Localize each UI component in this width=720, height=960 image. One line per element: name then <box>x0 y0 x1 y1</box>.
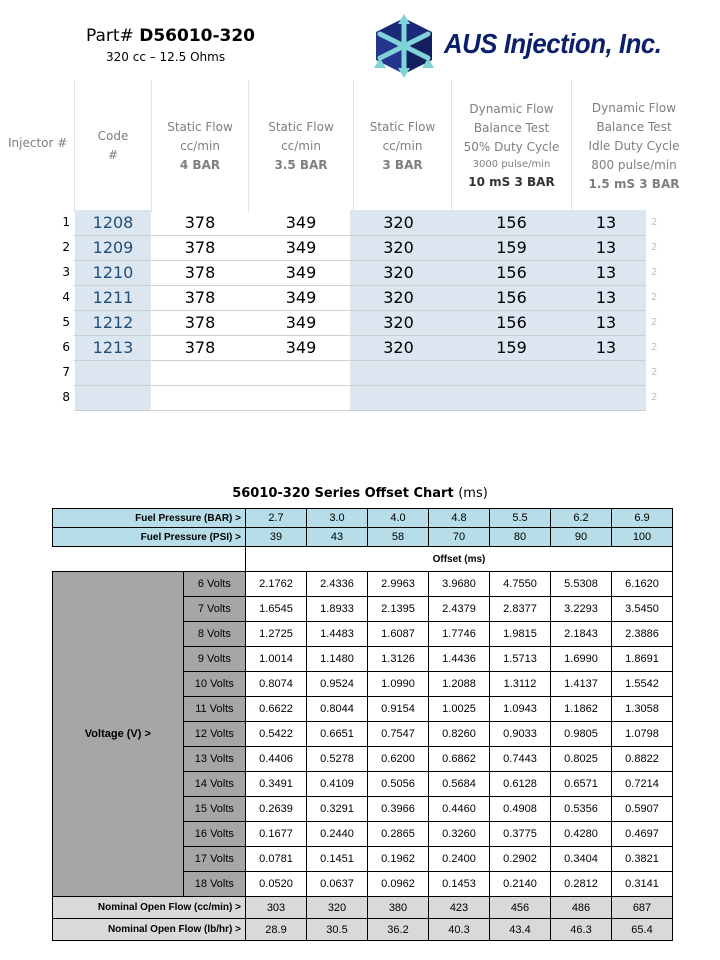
offset-value: 0.5356 <box>551 797 612 822</box>
offset-value: 0.0520 <box>246 872 307 897</box>
voltage-label: 9 Volts <box>183 647 245 672</box>
voltage-label: 10 Volts <box>183 672 245 697</box>
injector-cell-f4 <box>152 360 248 385</box>
injector-cell-idle: 13 <box>595 263 617 282</box>
offset-value: 1.3126 <box>368 647 429 672</box>
header-dynamic-flow-50: Dynamic Flow Balance Test 50% Duty Cycle 3000 pulse/min 10 mS 3 BAR <box>463 102 560 189</box>
voltage-label: 14 Volts <box>183 772 245 797</box>
offset-value: 0.9033 <box>490 722 551 747</box>
voltage-label: 7 Volts <box>183 597 245 622</box>
injector-cell-dyn: 156 <box>496 288 527 307</box>
offset-value: 3.2293 <box>551 597 612 622</box>
voltage-label: 16 Volts <box>183 822 245 847</box>
injector-row <box>56 385 646 410</box>
pressure-psi-row-value: 90 <box>551 528 612 547</box>
offset-value: 3.5450 <box>612 597 673 622</box>
row-tail-marker: 2 <box>651 242 658 253</box>
part-title <box>86 26 255 46</box>
offset-value: 0.1451 <box>307 847 368 872</box>
pressure-bar-row-value: 4.8 <box>429 509 490 528</box>
injector-cell-f4: 378 <box>184 238 216 257</box>
offset-value: 1.1480 <box>307 647 368 672</box>
pressure-psi-row-value: 43 <box>307 528 368 547</box>
offset-value: 0.3141 <box>612 872 673 897</box>
pressure-psi-row-label: Fuel Pressure (PSI) > <box>53 528 246 547</box>
offset-value: 6.1620 <box>612 572 673 597</box>
offset-value: 1.4483 <box>307 622 368 647</box>
injector-cell-code: 1212 <box>92 313 134 332</box>
offset-value: 0.8044 <box>307 697 368 722</box>
voltage-label: 13 Volts <box>183 747 245 772</box>
offset-value: 1.2725 <box>246 622 307 647</box>
offset-value: 0.7547 <box>368 722 429 747</box>
offset-value: 1.5542 <box>612 672 673 697</box>
injector-cell-f4 <box>152 385 248 410</box>
offset-value: 0.4908 <box>490 797 551 822</box>
pressure-psi-row-value: 80 <box>490 528 551 547</box>
company-logo-icon <box>370 14 438 78</box>
offset-value: 0.2440 <box>307 822 368 847</box>
injector-row <box>56 360 646 385</box>
injector-number: 6 <box>62 340 70 354</box>
offset-value: 0.4406 <box>246 747 307 772</box>
offset-value: 0.9154 <box>368 697 429 722</box>
offset-value: 1.0943 <box>490 697 551 722</box>
offset-value: 0.4460 <box>429 797 490 822</box>
header-code: Code # <box>97 129 129 162</box>
offset-value: 0.5422 <box>246 722 307 747</box>
injector-cell-f35: 349 <box>285 313 317 332</box>
offset-value: 0.5278 <box>307 747 368 772</box>
offset-value: 1.8933 <box>307 597 368 622</box>
injector-cell-idle: 13 <box>595 213 617 232</box>
injector-cell-code: 1210 <box>92 263 134 282</box>
offset-value: 0.2902 <box>490 847 551 872</box>
offset-value: 1.6545 <box>246 597 307 622</box>
offset-value: 0.3404 <box>551 847 612 872</box>
injector-cell-f35: 349 <box>285 263 317 282</box>
offset-value: 5.5308 <box>551 572 612 597</box>
offset-value: 0.8822 <box>612 747 673 772</box>
injector-cell-f4: 378 <box>184 263 216 282</box>
offset-value: 0.8260 <box>429 722 490 747</box>
injector-row <box>56 335 646 360</box>
injector-cell-code <box>75 360 151 385</box>
pressure-psi-row-value: 58 <box>368 528 429 547</box>
offset-value: 0.3966 <box>368 797 429 822</box>
row-tail-marker: 2 <box>651 317 658 328</box>
offset-value: 2.9963 <box>368 572 429 597</box>
part-number: D56010-320 <box>139 26 256 46</box>
injector-cell-f3: 320 <box>383 313 414 332</box>
nominal-flow-lb-row-value: 28.9 <box>246 919 307 941</box>
part-subtitle: 320 cc – 12.5 Ohms <box>106 50 226 64</box>
injector-number: 2 <box>62 240 70 254</box>
injector-cell-dyn: 159 <box>496 338 527 357</box>
injector-cell-dyn: 156 <box>496 313 527 332</box>
offset-value: 1.0990 <box>368 672 429 697</box>
offset-value: 2.4379 <box>429 597 490 622</box>
pressure-bar-row-value: 6.2 <box>551 509 612 528</box>
offset-value: 1.0025 <box>429 697 490 722</box>
company-logo-text: AUS Injection, Inc. <box>444 28 662 59</box>
offset-value: 0.4697 <box>612 822 673 847</box>
row-separator <box>74 410 646 411</box>
injector-cell-idle: 13 <box>595 238 617 257</box>
offset-value: 2.1843 <box>551 622 612 647</box>
blank-cell <box>53 547 246 572</box>
offset-value: 0.6571 <box>551 772 612 797</box>
injector-cell-f35: 349 <box>285 238 317 257</box>
offset-value: 0.3491 <box>246 772 307 797</box>
nominal-flow-lb-row-value: 36.2 <box>368 919 429 941</box>
injector-cell-idle: 13 <box>595 313 617 332</box>
offset-value: 0.6651 <box>307 722 368 747</box>
offset-value: 0.2812 <box>551 872 612 897</box>
nominal-flow-lb-row-label: Nominal Open Flow (lb/hr) > <box>53 919 246 941</box>
nominal-flow-lb-row-value: 46.3 <box>551 919 612 941</box>
offset-value: 0.6862 <box>429 747 490 772</box>
injector-cell-f3 <box>350 385 447 410</box>
nominal-flow-cc-row <box>53 897 673 919</box>
injector-number: 8 <box>62 390 70 404</box>
injector-cell-f3: 320 <box>383 288 414 307</box>
offset-value: 1.3112 <box>490 672 551 697</box>
pressure-psi-row-value: 70 <box>429 528 490 547</box>
nominal-flow-cc-row-value: 423 <box>429 897 490 919</box>
pressure-bar-row-value: 4.0 <box>368 509 429 528</box>
offset-value: 1.4436 <box>429 647 490 672</box>
pressure-bar-row-value: 2.7 <box>246 509 307 528</box>
row-tail-marker: 2 <box>651 217 658 228</box>
offset-value: 1.4137 <box>551 672 612 697</box>
offset-value: 0.2865 <box>368 822 429 847</box>
header-static-flow-3bar: Static Flow cc/min 3 BAR <box>369 119 436 172</box>
offset-value: 0.5056 <box>368 772 429 797</box>
injector-row <box>56 235 646 260</box>
offset-value: 2.8377 <box>490 597 551 622</box>
offset-value: 0.3821 <box>612 847 673 872</box>
offset-value: 0.3291 <box>307 797 368 822</box>
offset-value: 3.9680 <box>429 572 490 597</box>
injector-cell-f3: 320 <box>383 338 414 357</box>
injector-row <box>56 310 646 335</box>
offset-value: 1.9815 <box>490 622 551 647</box>
offset-value: 2.1395 <box>368 597 429 622</box>
injector-cell-dyn: 156 <box>496 263 527 282</box>
row-tail-marker: 2 <box>651 342 658 353</box>
injector-cell-f35 <box>249 360 353 385</box>
pressure-bar-row-value: 5.5 <box>490 509 551 528</box>
injector-cell-idle <box>552 360 660 385</box>
offset-value: 0.4280 <box>551 822 612 847</box>
nominal-flow-lb-row-value: 43.4 <box>490 919 551 941</box>
offset-value: 1.2088 <box>429 672 490 697</box>
offset-value: 0.9524 <box>307 672 368 697</box>
nominal-flow-lb-row <box>53 919 673 941</box>
injector-number: 1 <box>62 215 70 229</box>
offset-value: 0.2639 <box>246 797 307 822</box>
pressure-bar-row-label: Fuel Pressure (BAR) > <box>53 509 246 528</box>
offset-value: 0.9805 <box>551 722 612 747</box>
pressure-bar-row-value: 3.0 <box>307 509 368 528</box>
offset-value: 0.1962 <box>368 847 429 872</box>
pressure-psi-row <box>53 528 673 547</box>
offset-value: 0.5684 <box>429 772 490 797</box>
offset-value: 0.8074 <box>246 672 307 697</box>
offset-value: 0.7214 <box>612 772 673 797</box>
offset-value: 0.3775 <box>490 822 551 847</box>
row-tail-marker: 2 <box>651 267 658 278</box>
injector-cell-dyn: 156 <box>496 213 527 232</box>
injector-cell-f4: 378 <box>184 288 216 307</box>
offset-value: 0.2140 <box>490 872 551 897</box>
offset-value: 0.4109 <box>307 772 368 797</box>
offset-chart-table <box>52 508 673 941</box>
offset-value: 0.7443 <box>490 747 551 772</box>
injector-row <box>56 260 646 285</box>
injector-row <box>56 210 646 235</box>
offset-value: 0.6622 <box>246 697 307 722</box>
voltage-label: 11 Volts <box>183 697 245 722</box>
voltage-row <box>53 572 673 597</box>
row-tail-marker: 2 <box>651 392 658 403</box>
offset-value: 0.6200 <box>368 747 429 772</box>
injector-cell-code: 1211 <box>92 288 134 307</box>
injector-cell-f3: 320 <box>383 238 414 257</box>
injector-cell-dyn: 159 <box>496 238 527 257</box>
injector-cell-f3: 320 <box>383 213 414 232</box>
offset-value: 1.1862 <box>551 697 612 722</box>
offset-header-row <box>53 547 673 572</box>
offset-value: 2.4336 <box>307 572 368 597</box>
nominal-flow-cc-row-label: Nominal Open Flow (cc/min) > <box>53 897 246 919</box>
nominal-flow-cc-row-value: 456 <box>490 897 551 919</box>
offset-value: 0.0637 <box>307 872 368 897</box>
pressure-psi-row-value: 39 <box>246 528 307 547</box>
injector-cell-idle: 13 <box>595 338 617 357</box>
injector-number-header: Injector # <box>8 136 68 150</box>
nominal-flow-lb-row-value: 30.5 <box>307 919 368 941</box>
offset-value: 1.5713 <box>490 647 551 672</box>
offset-value: 1.3058 <box>612 697 673 722</box>
offset-value: 4.7550 <box>490 572 551 597</box>
nominal-flow-lb-row-value: 40.3 <box>429 919 490 941</box>
injector-cell-idle <box>552 385 660 410</box>
injector-cell-f3 <box>350 360 447 385</box>
offset-value: 0.3260 <box>429 822 490 847</box>
nominal-flow-cc-row-value: 303 <box>246 897 307 919</box>
offset-value: 0.2400 <box>429 847 490 872</box>
injector-number: 3 <box>62 265 70 279</box>
voltage-label: 12 Volts <box>183 722 245 747</box>
injector-cell-f4: 378 <box>184 313 216 332</box>
offset-value: 0.6128 <box>490 772 551 797</box>
injector-cell-code: 1209 <box>92 238 134 257</box>
offset-value: 0.1453 <box>429 872 490 897</box>
offset-value: 2.3886 <box>612 622 673 647</box>
voltage-axis-label: Voltage (V) > <box>53 572 184 897</box>
injector-cell-f35 <box>249 385 353 410</box>
header-dynamic-flow-idle: Dynamic Flow Balance Test Idle Duty Cycle 800 pulse/min 1.5 mS 3 BAR <box>588 100 680 191</box>
row-tail-marker: 2 <box>651 292 658 303</box>
injector-cell-code: 1208 <box>92 213 134 232</box>
offset-value: 1.0798 <box>612 722 673 747</box>
voltage-label: 8 Volts <box>183 622 245 647</box>
offset-value: 2.1762 <box>246 572 307 597</box>
nominal-flow-cc-row-value: 320 <box>307 897 368 919</box>
offset-value: 1.7746 <box>429 622 490 647</box>
offset-chart-title: 56010-320 Series Offset Chart (ms) <box>232 486 488 501</box>
nominal-flow-cc-row-value: 687 <box>612 897 673 919</box>
offset-header: Offset (ms) <box>246 547 673 572</box>
pressure-bar-row <box>53 509 673 528</box>
offset-value: 1.8691 <box>612 647 673 672</box>
voltage-label: 17 Volts <box>183 847 245 872</box>
injector-cell-code <box>75 385 151 410</box>
voltage-label: 15 Volts <box>183 797 245 822</box>
header-static-flow-4bar: Static Flow cc/min 4 BAR <box>167 119 233 172</box>
part-prefix: Part# <box>86 26 134 46</box>
injector-cell-code: 1213 <box>92 338 134 357</box>
injector-cell-f3: 320 <box>383 263 414 282</box>
injector-number: 4 <box>62 290 70 304</box>
offset-value: 0.0781 <box>246 847 307 872</box>
voltage-label: 18 Volts <box>183 872 245 897</box>
injector-number: 5 <box>62 315 70 329</box>
offset-value: 0.1677 <box>246 822 307 847</box>
offset-value: 1.6087 <box>368 622 429 647</box>
injector-cell-idle: 13 <box>595 288 617 307</box>
injector-cell-f35: 349 <box>285 288 317 307</box>
offset-value: 0.8025 <box>551 747 612 772</box>
pressure-psi-row-value: 100 <box>612 528 673 547</box>
offset-value: 0.0962 <box>368 872 429 897</box>
offset-value: 1.6990 <box>551 647 612 672</box>
pressure-bar-row-value: 6.9 <box>612 509 673 528</box>
injector-cell-f4: 378 <box>184 213 216 232</box>
injector-cell-f35: 349 <box>285 338 317 357</box>
header-static-flow-35bar: Static Flow cc/min 3.5 BAR <box>268 119 334 172</box>
row-tail-marker: 2 <box>651 367 658 378</box>
injector-cell-f35: 349 <box>285 213 317 232</box>
offset-value: 0.5907 <box>612 797 673 822</box>
nominal-flow-cc-row-value: 380 <box>368 897 429 919</box>
injector-cell-f4: 378 <box>184 338 216 357</box>
voltage-label: 6 Volts <box>183 572 245 597</box>
injector-row <box>56 285 646 310</box>
nominal-flow-lb-row-value: 65.4 <box>612 919 673 941</box>
offset-value: 1.0014 <box>246 647 307 672</box>
nominal-flow-cc-row-value: 486 <box>551 897 612 919</box>
injector-number: 7 <box>62 365 70 379</box>
